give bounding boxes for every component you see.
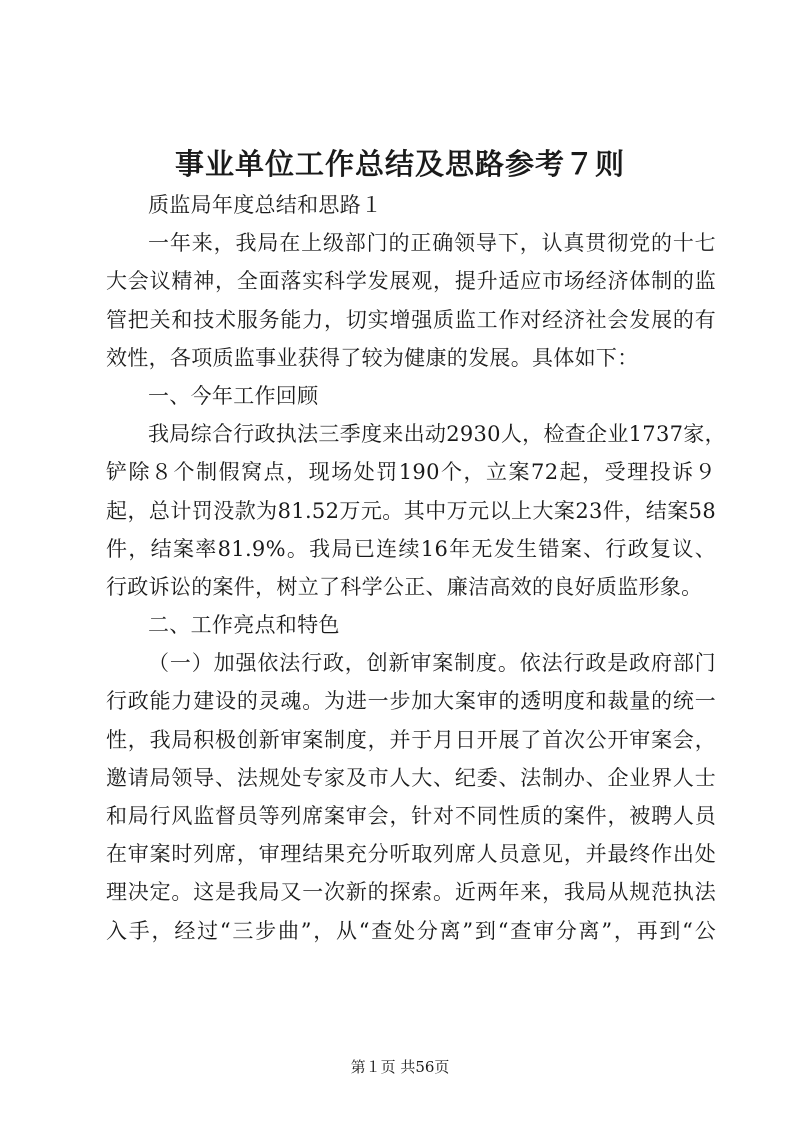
text-line: 大会议精神，全面落实科学发展观，提升适应市场经济体制的监 [106, 269, 716, 294]
text-line: 质监局年度总结和思路１ [148, 193, 383, 217]
text-line: （一）加强依法行政，创新审案制度。依法行政是政府部门 [148, 651, 716, 676]
page-number-footer: 第１页 共56页 [350, 1058, 450, 1076]
text-line: 一年来，我局在上级部门的正确领导下，认真贯彻党的十七 [148, 231, 716, 256]
text-line: 在审案时列席，审理结果充分听取列席人员意见，并最终作出处 [106, 842, 716, 867]
document-title: 事业单位工作总结及思路参考７则 [174, 147, 625, 181]
text-line: 效性，各项质监事业获得了较为健康的发展。具体如下： [106, 345, 639, 370]
text-line: 行政能力建设的灵魂。为进一步加大案审的透明度和裁量的统一 [106, 689, 716, 714]
text-line: 铲除８个制假窝点，现场处罚190个，立案72起，受理投诉９ [106, 460, 716, 485]
text-line: 和局行风监督员等列席案审会，针对不同性质的案件，被聘人员 [106, 804, 716, 828]
text-line: 入手，经过“三步曲”，从“查处分离”到“查审分离”，再到“公 [106, 918, 716, 943]
text-line: 我局综合行政执法三季度来出动2930人，检查企业1737家， [148, 422, 726, 447]
text-line: 理决定。这是我局又一次新的探索。近两年来，我局从规范执法 [106, 880, 716, 905]
text-line: 性，我局积极创新审案制度，并于月日开展了首次公开审案会， [106, 727, 716, 752]
text-line: 管把关和技术服务能力，切实增强质监工作对经济社会发展的有 [106, 307, 716, 332]
text-line: 起，总计罚没款为81.52万元。其中万元以上大案23件，结案58 [106, 498, 716, 523]
text-line: 件，结案率81.9%。我局已连续16年无发生错案、行政复议、 [106, 536, 716, 561]
document-body [106, 186, 726, 950]
text-line: 邀请局领导、法规处专家及市人大、纪委、法制办、企业界人士 [106, 765, 716, 790]
text-line: 行政诉讼的案件，树立了科学公正、廉洁高效的良好质监形象。 [106, 574, 703, 599]
text-line: 二、工作亮点和特色 [148, 613, 340, 638]
text-line: 一、今年工作回顾 [148, 383, 319, 408]
